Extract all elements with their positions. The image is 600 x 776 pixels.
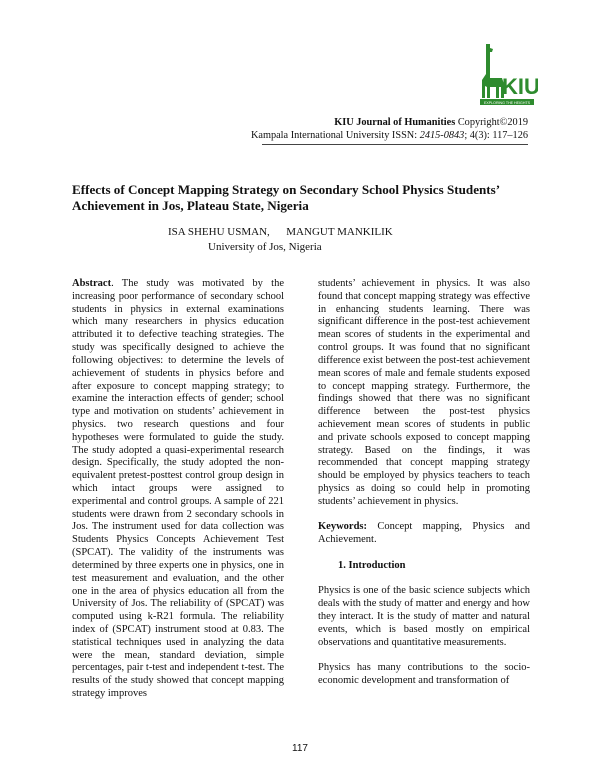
abstract-text: . The study was motivated by the increasing poor performance of secondary school students in physics in external examinations which many researchers in physics education attributed it to defective teaching strategies. The study was specifically designed to achieve the following objectives: to determine the levels of achievement of students in physics before and after exposure to concept mapping strategy; to examine the interaction effects of gender; school type and motivation on students’ achievement in physics. two research questions and four hypotheses were formulated to guide the study. The study adopted a quasi-experimental research design. Specifically, the study adopted the non-equivalent pretest-posttest control group design in which intact groups were assigned to experimental and control groups. A sample of 221 students were drawn from 2 secondary schools in Jos. The instrument used for data collection was Students Physics Concepts Achievement Test (SPCAT). The validity of the instruments was determined by three experts one in physics, one in test measurement and evaluation, and the other one in the area of physics education all from the University of Jos. The reliability of (SPCAT) was computed using k-R21 formula. The reliability index of (SPCAT) instrument stood at 0.83. The statistical techniques used in analyzing the data were the mean, standard deviation, simple percentages, pair t-test and independent t-test. The results of the study showed that concept mapping strategy improves [72,278,284,699]
keywords-label: Keywords: [318,521,367,533]
svg-text:EXPLORING THE HEIGHTS: EXPLORING THE HEIGHTS [483,100,531,105]
volume-issue: ; 4(3): 117–126 [464,129,528,141]
issn-number: 2415-0843 [419,129,465,141]
copyright: Copyright©2019 [457,117,528,128]
keywords-text: Concept mapping, Physics and Achievement. [318,521,530,546]
abstract-continuation: students’ achievement in physics. It was also found that concept mapping strategy was effective in enhancing students learning. There was significant difference in the post-test achievement mean scores of students in the experimental and control groups. It was found that no significant difference exist between the post-test achievement mean scores of male and female students exposed to concept mapping strategy. Furthermore, the findings showed that there was no significant difference between the post-test physics achievement mean scores of students in public and private schools exposed to concept mapping strategy. Based on the findings, it was recommended that concept mapping strategy should be employed by physics teachers to teach physics as doing so could help in promoting students’ achievement in physics. [318,278,530,507]
introduction-paragraph-2: Physics has many contributions to the socio-economic development and transformation of [318,662,530,687]
svg-text:KIU: KIU [502,74,538,99]
introduction-heading: 1. Introduction [338,559,406,571]
left-column [72,278,284,701]
authors [168,225,393,239]
affiliation: University of Jos, Nigeria [208,241,322,253]
keywords-paragraph [318,521,530,547]
university-issn: Kampala International University ISSN: [250,129,418,141]
journal-name: KIU Journal of Humanities [334,117,456,128]
header-rule [262,144,528,145]
page-number: 117 [292,743,308,754]
abstract-paragraph [72,278,284,701]
author-2: MANGUT MANKILIK [286,226,393,238]
paper-title: Effects of Concept Mapping Strategy on Secondary School Physics Students’ Achievement in Jos, Plateau State, Nigeria [72,182,500,213]
author-1: ISA SHEHU USMAN, [168,226,270,238]
right-column [318,278,530,688]
giraffe-icon [472,40,538,110]
kiu-logo [472,40,538,110]
introduction-paragraph-1: Physics is one of the basic science subjects which deals with the study of matter and energy and how they interact. It is the study of matter and natural events, which is based mostly on empirical observations and quantitative measurements. [318,585,530,648]
abstract-label: Abstract [72,278,112,289]
journal-info [251,117,528,142]
